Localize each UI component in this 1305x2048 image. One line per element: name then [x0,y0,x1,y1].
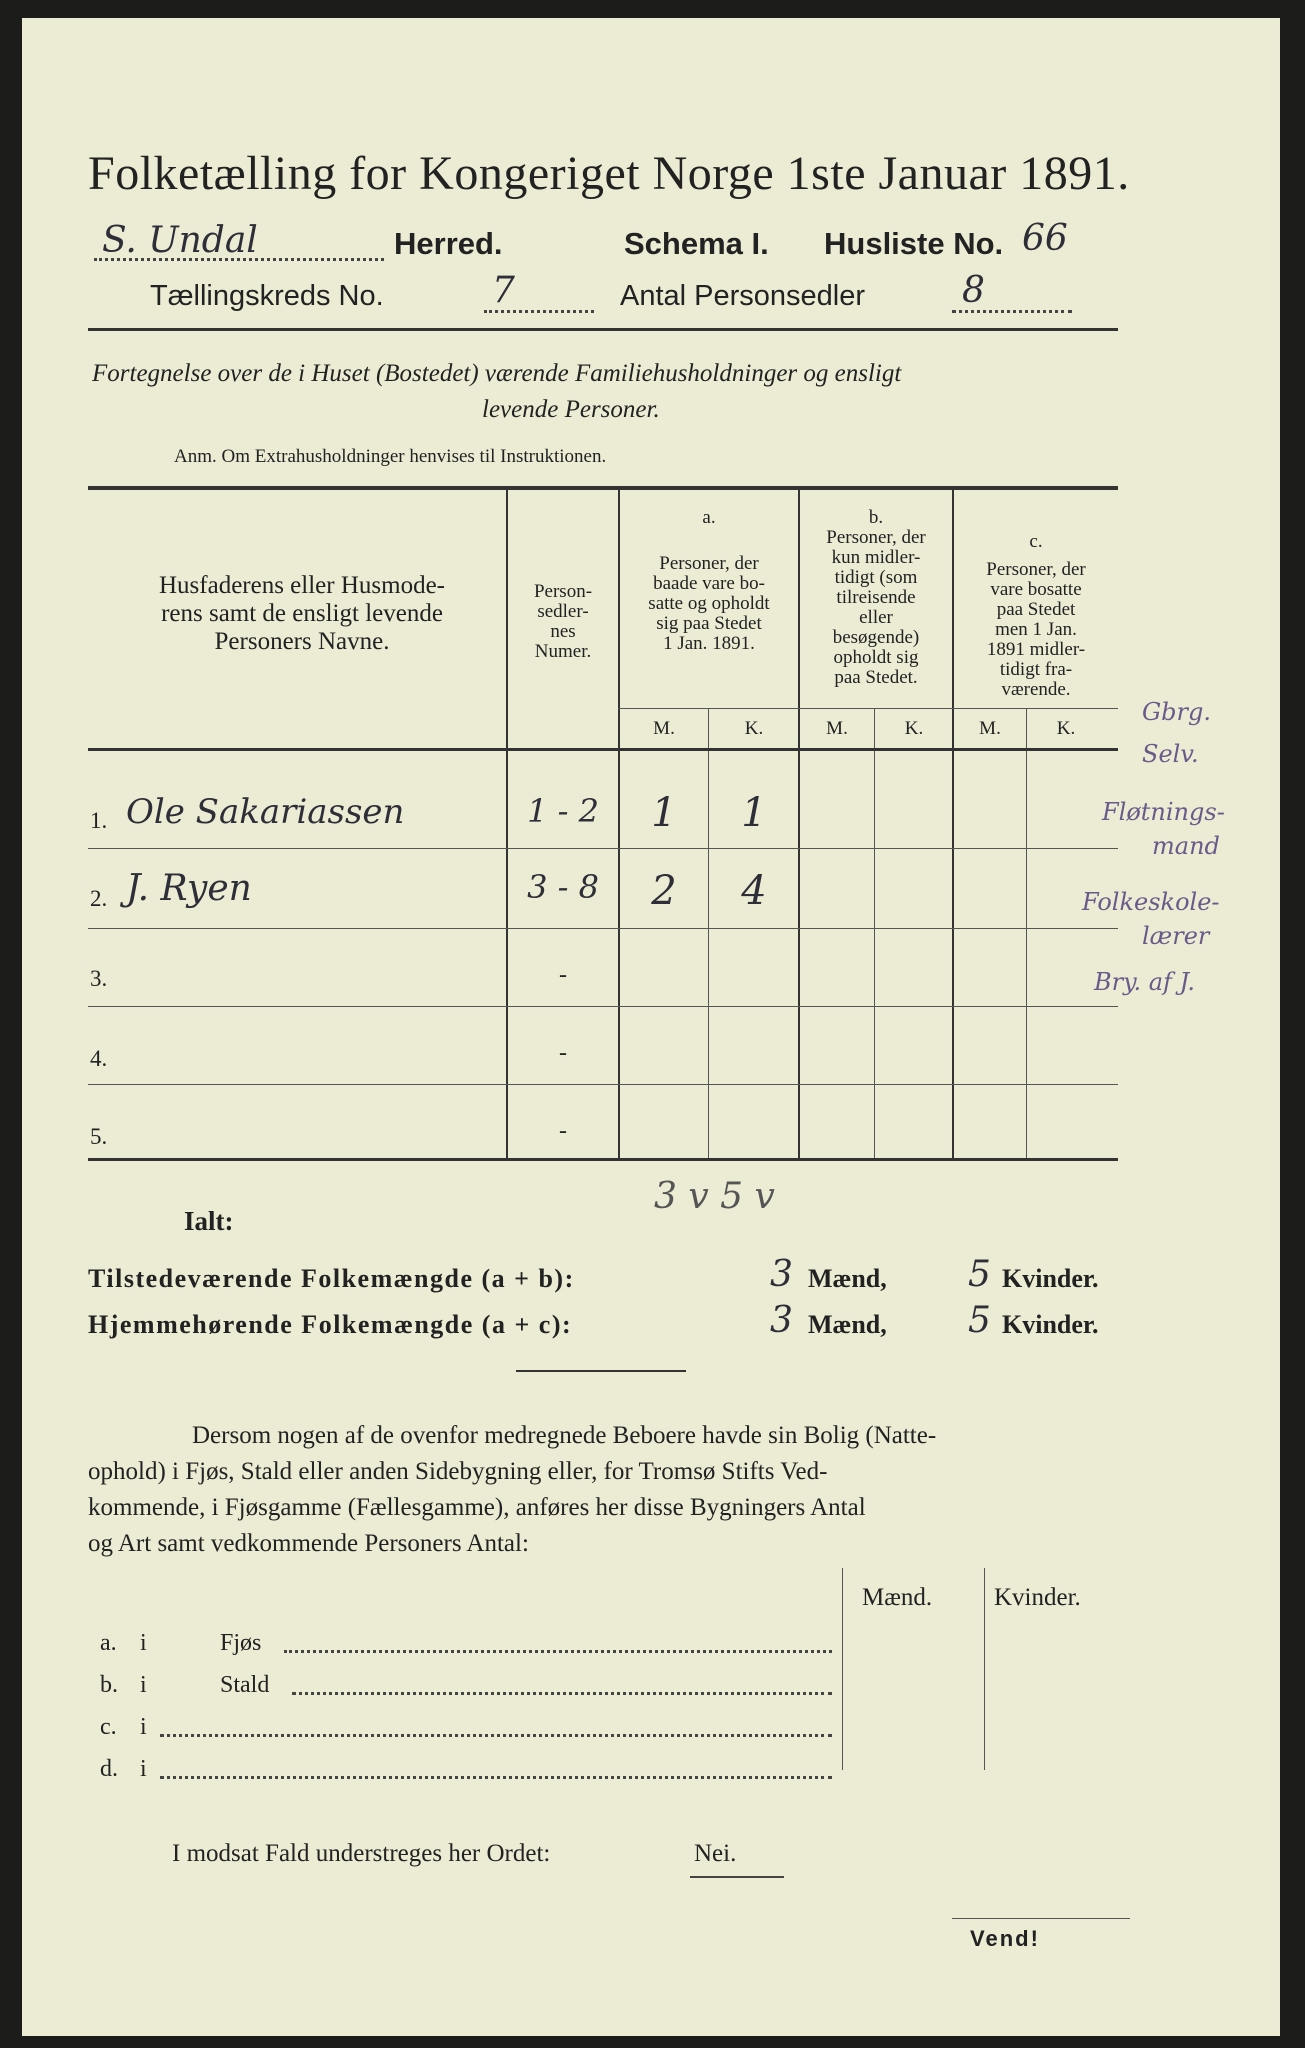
hjemme-maend-label: Mænd, [808,1310,887,1339]
col-c-header-line1: Personer, der [986,559,1086,580]
husliste-label: Husliste No. [824,226,1004,261]
row-number: 4. [90,1046,108,1071]
col-b-header [800,528,952,688]
margin-note: Selv. [1142,740,1199,768]
col-b-header-line1: Personer, der [826,527,926,548]
numer-header-line4: Numer. [534,641,592,662]
vend-label: Vend! [970,1926,1040,1951]
col-c-m-label: M. [979,718,1001,739]
buildings-kvinder-header: Kvinder. [994,1584,1081,1611]
col-c-header-line3: paa Stedet [996,599,1076,620]
col-c-header-line6: tidigt fra- [999,659,1073,680]
col-b-letter: b. [868,507,884,528]
building-dots [292,1692,832,1695]
col-c-header-line4: men 1 Jan. [995,619,1077,640]
col-a-header-line1: Personer, der [659,553,759,574]
col-divider-c-mk [1026,708,1027,1158]
numer-header [508,582,618,662]
row-numer: - [559,962,567,988]
tilstede-maend: 3 [770,1254,793,1295]
row-numer: 3 - 8 [527,868,599,906]
row-numer: - [559,1040,567,1066]
personsedler-value: 8 [962,270,985,311]
hjemme-kvinder-label: Kvinder. [1002,1310,1099,1339]
subtitle-line2: levende Personer. [482,396,660,423]
schema-label: Schema I. [624,226,769,261]
ialt-value: 3 v 5 v [654,1176,775,1217]
numer-header-line3: nes [550,621,576,642]
kreds-value: 7 [492,270,515,311]
col-b-header-line3: tidigt (som [834,567,918,588]
row-a-m: 1 [651,790,677,836]
col-a-m-label: M. [653,718,675,739]
building-prep: i [140,1756,147,1782]
building-prep: i [140,1630,147,1656]
row-number: 2. [90,886,108,911]
vend-rule [952,1918,1130,1919]
names-header-line2: rens samt de ensligt levende [161,600,443,627]
title-rule [88,328,1118,331]
col-b-header-line2: kun midler- [831,547,921,568]
table-header-rule [88,748,1118,751]
margin-note: Bry. af J. [1094,968,1195,996]
building-dots [160,1734,832,1737]
modsat-text: I modsat Fald understreges her Ordet: [172,1840,551,1867]
numer-header-line1: Person- [533,581,593,602]
husliste-value: 66 [1022,218,1068,259]
row-a-k: 4 [741,868,767,914]
building-letter: a. [100,1630,117,1656]
row-rule [88,928,1118,929]
building-name: Fjøs [220,1630,262,1656]
col-a-header-line4: sig paa Stedet [656,613,762,634]
margin-note: Gbrg. [1142,698,1211,726]
col-c-header-line7: værende. [1001,679,1071,700]
row-number: 1. [90,808,108,833]
row-rule [88,1084,1118,1085]
building-letter: b. [100,1672,118,1698]
kreds-label: Tællingskreds No. [150,280,384,312]
paragraph-line2: ophold) i Fjøs, Stald eller anden Sidebygning eller, for Tromsø Stifts Ved- [88,1458,828,1485]
col-b-k-label: K. [904,718,924,739]
row-rule [88,1006,1118,1007]
paragraph-line4: og Art samt vedkommende Personers Antal: [88,1530,529,1557]
nei-word: Nei. [694,1840,737,1867]
col-b-header-line8: paa Stedet. [834,667,918,688]
form-title: Folketælling for Kongeriget Norge 1ste Januar 1891. [88,147,1130,200]
personsedler-label: Antal Personsedler [620,280,866,312]
col-a-header [620,554,798,654]
col-a-header-line2: baade vare bo- [653,573,765,594]
hjemme-label: Hjemmehørende Folkemængde (a + c): [88,1310,573,1339]
personsedler-dots [952,310,1072,313]
row-name: J. Ryen [126,868,252,909]
col-a-header-line5: 1 Jan. 1891. [663,633,755,654]
buildings-maend-header: Mænd. [862,1584,933,1611]
row-numer: 1 - 2 [527,792,599,830]
table-bottom-rule [88,1158,1118,1161]
col-b-m-label: M. [826,718,848,739]
paragraph-line3: kommende, i Fjøsgamme (Fællesgamme), anføres her disse Bygningers Antal [88,1494,866,1521]
col-b-header-line7: opholdt sig [833,647,919,668]
buildings-divider-1 [842,1568,843,1770]
col-a-k-label: K. [744,718,764,739]
building-prep: i [140,1714,147,1740]
names-header-line1: Husfaderens eller Husmode- [158,572,445,599]
building-dots [160,1776,832,1779]
hjemme-maend: 3 [770,1300,793,1341]
anm-note: Anm. Om Extrahusholdninger henvises til Instruktionen. [174,446,607,467]
herred-dots [94,258,384,261]
numer-header-line2: sedler- [537,601,589,622]
buildings-divider-2 [984,1568,985,1770]
row-a-k: 1 [741,790,767,836]
herred-value: S. Undal [102,220,258,261]
kreds-dots [484,310,594,313]
col-c-header-line2: vare bosatte [990,579,1082,600]
col-c-header [954,560,1118,700]
margin-note: Folkeskole- [1082,888,1220,916]
col-b-header-line4: tilreisende [836,587,916,608]
row-a-m: 2 [651,868,677,914]
col-b-header-line5: eller [859,607,893,628]
tilstede-label: Tilstedeværende Folkemængde (a + b): [88,1264,575,1293]
ialt-label: Ialt: [184,1206,234,1236]
tilstede-kvinder: 5 [968,1254,991,1295]
col-c-k-label: K. [1056,718,1076,739]
section-divider [516,1370,686,1372]
mk-top-rule [618,708,1118,709]
margin-note: Fløtnings- [1102,798,1225,826]
building-dots [284,1650,832,1653]
building-letter: c. [100,1714,117,1740]
hjemme-kvinder: 5 [968,1300,991,1341]
tilstede-maend-label: Mænd, [808,1264,887,1293]
margin-note: lærer [1142,922,1210,950]
row-name: Ole Sakariassen [126,792,405,832]
col-c-letter: c. [1029,531,1043,552]
tilstede-kvinder-label: Kvinder. [1002,1264,1099,1293]
col-divider-a-mk [708,708,709,1158]
subtitle-line1: Fortegnelse over de i Huset (Bostedet) værende Familiehusholdninger og ensligt [92,360,902,387]
col-c-header-line5: 1891 midler- [986,639,1086,660]
names-header [102,572,502,656]
census-form [22,18,1280,2036]
col-divider-b-mk [874,708,875,1158]
nei-underline [690,1876,784,1878]
building-name: Stald [220,1672,270,1698]
row-number: 3. [90,966,108,991]
col-a-letter: a. [702,507,716,528]
row-numer: - [559,1118,567,1144]
row-rule [88,848,1118,849]
names-header-line3: Personers Navne. [214,628,390,655]
building-letter: d. [100,1756,118,1782]
table-top-rule [88,486,1118,490]
row-number: 5. [90,1124,108,1149]
margin-note: mand [1152,832,1220,860]
col-a-header-line3: satte og opholdt [648,593,770,614]
col-b-header-line6: besøgende) [832,627,920,648]
building-prep: i [140,1672,147,1698]
herred-label: Herred. [394,226,503,261]
paragraph-line1: Dersom nogen af de ovenfor medregnede Beboere havde sin Bolig (Natte- [192,1422,937,1449]
